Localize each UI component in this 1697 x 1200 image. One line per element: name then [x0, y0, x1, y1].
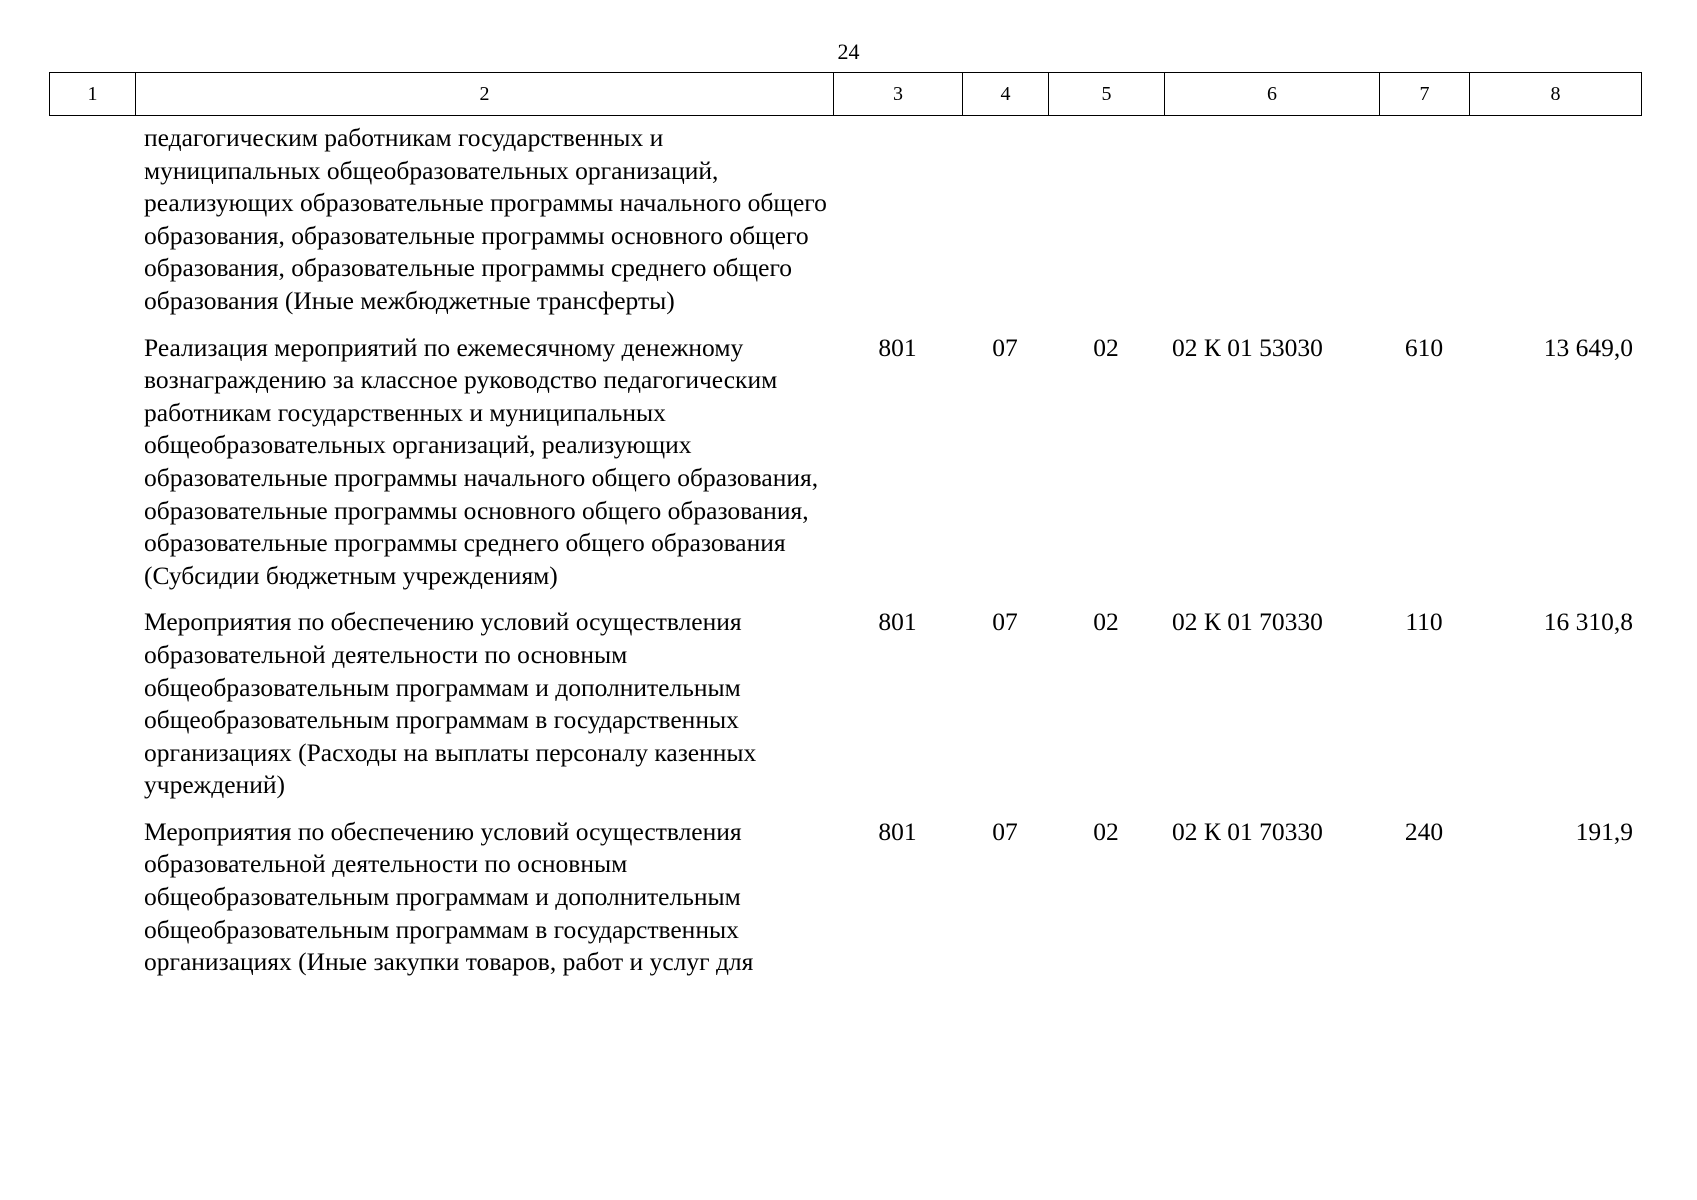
header-col-8: 8: [1470, 73, 1642, 116]
row-amount: 191,9: [1575, 816, 1633, 846]
row-name: педагогическим работникам государственных и муниципальных общеобразовательных организаций, реализующих образовательные программы начального общего образования, образовательные программы основного общего образования, образовательные программы среднего общего образования (Иные межбюджетные трансферты): [144, 123, 827, 315]
row-admin-code: [833, 122, 962, 318]
header-col-1: 1: [50, 73, 136, 116]
header-row: [50, 73, 1642, 116]
header-col-3: 3: [834, 73, 963, 116]
row-admin-code: 801: [878, 332, 917, 362]
row-expense-type: [1379, 122, 1469, 318]
page-number: 24: [837, 39, 860, 64]
row-name: Мероприятия по обеспечению условий осуществления образовательной деятельности по основным общеобразовательным программам и дополнительным общеобразовательным программам в государственных организациях (Иные закупки товаров, работ и услуг для: [144, 816, 754, 977]
row-amount: [1469, 122, 1641, 318]
row-amount: 16 310,8: [1543, 607, 1633, 637]
row-target-article: [1164, 122, 1379, 318]
row-section: [962, 122, 1048, 318]
row-target-article: 02 К 01 70330: [1172, 816, 1323, 846]
row-name: Реализация мероприятий по ежемесячному денежному вознаграждению за классное руководство педагогическим работникам государственных и муниципальных общеобразовательных организаций, реализующих образовательные программы начального общего образования, образовательные программы основного общего образования, образовательные программы среднего общего образования (Субсидии бюджетным учреждениям): [144, 332, 819, 590]
row-subsection: 02: [1093, 332, 1119, 362]
row-expense-type: 110: [1405, 607, 1443, 637]
row-name: Мероприятия по обеспечению условий осуществления образовательной деятельности по основным общеобразовательным программам и дополнительным общеобразовательным программам в государственных организациях (Расходы на выплаты персоналу казенных учреждений): [144, 607, 757, 800]
header-col-2: 2: [136, 73, 834, 116]
header-col-7: 7: [1380, 73, 1470, 116]
row-admin-code: 801: [878, 607, 917, 637]
budget-table-body: [49, 122, 1641, 979]
row-expense-type: 610: [1404, 332, 1444, 362]
row-section: 07: [992, 332, 1018, 362]
column-number-header: [49, 72, 1642, 116]
row-subsection: [1048, 122, 1164, 318]
table-row: [49, 122, 1641, 318]
row-section: 07: [992, 816, 1018, 846]
row-subsection: 02: [1093, 816, 1119, 846]
row-target-article: 02 К 01 70330: [1172, 607, 1323, 637]
row-amount: 13 649,0: [1543, 332, 1633, 362]
row-subsection: 02: [1093, 607, 1119, 637]
header-col-5: 5: [1049, 73, 1165, 116]
header-col-6: 6: [1165, 73, 1380, 116]
row-target-article: 02 К 01 53030: [1172, 332, 1323, 362]
table-row: [49, 318, 1641, 593]
table-row: [49, 802, 1641, 979]
header-col-4: 4: [963, 73, 1049, 116]
row-section: 07: [992, 607, 1018, 637]
table-row: [49, 592, 1641, 802]
row-expense-type: 240: [1404, 816, 1444, 846]
row-admin-code: 801: [878, 816, 917, 846]
